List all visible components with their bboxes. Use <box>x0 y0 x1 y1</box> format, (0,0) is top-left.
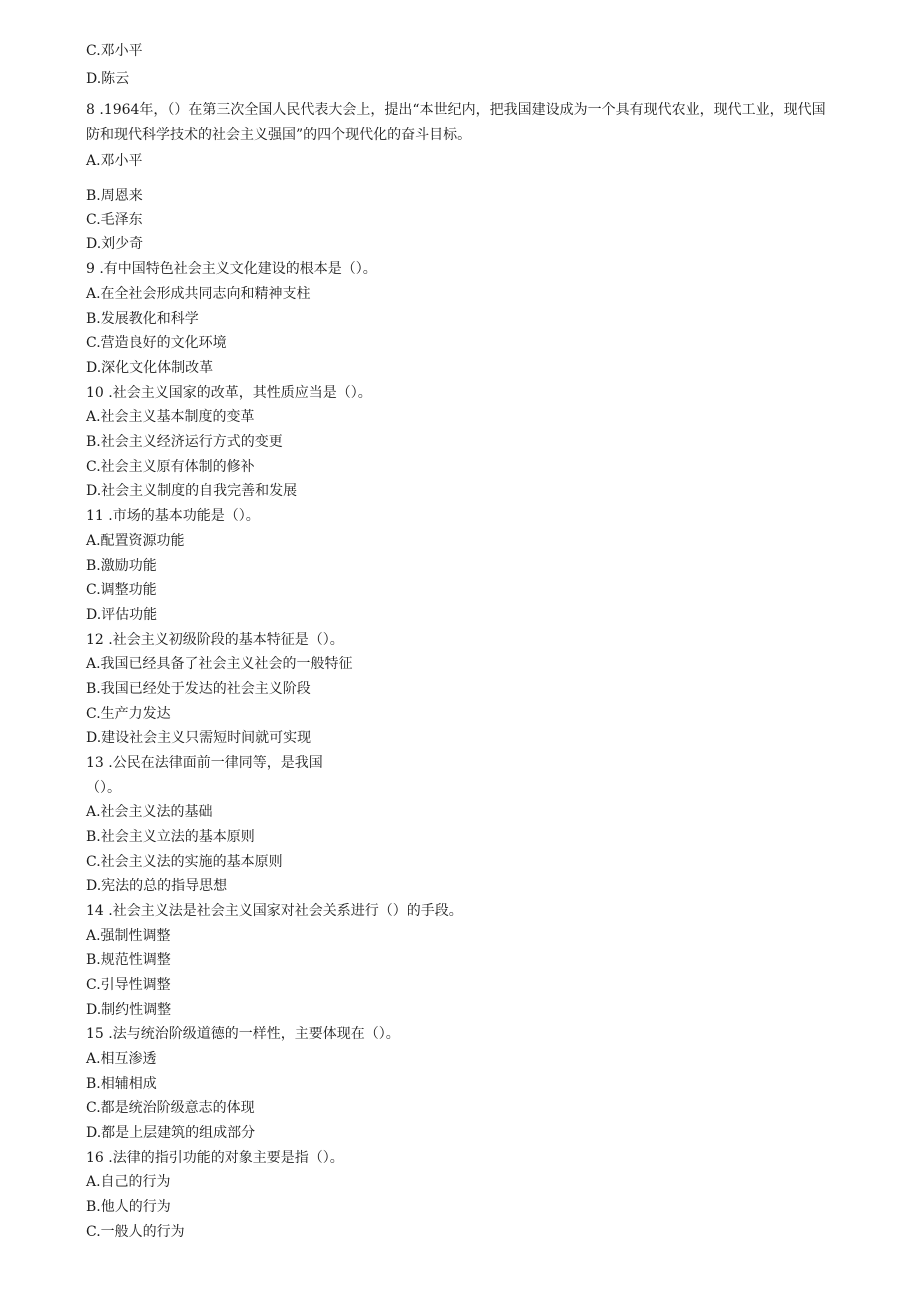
answer-option: A.相互渗透 <box>86 1051 157 1067</box>
answer-option: B.发展教化和科学 <box>86 311 199 327</box>
question-text: 9 .有中国特色社会主义文化建设的根本是（）。 <box>86 261 377 277</box>
answer-option: B.周恩来 <box>86 188 143 204</box>
answer-option: C.营造良好的文化环境 <box>86 335 227 351</box>
question-text: 8 .1964年，（）在第三次全国人民代表大会上，提出“本世纪内，把我国建设成为一个具有现代农业，现代工业，现代国防和现代科学技术的社会主义强国”的四个现代化的奋斗目标。 <box>86 102 826 143</box>
answer-option: C.邓小平 <box>86 43 143 59</box>
answer-option: D.评估功能 <box>86 607 158 623</box>
answer-option: A.配置资源功能 <box>86 533 185 549</box>
answer-option: B.规范性调整 <box>86 952 171 968</box>
answer-option: D.深化文化体制改革 <box>86 360 214 376</box>
question-text: 13 .公民在法律面前一律同等，是我国 <box>86 755 323 771</box>
answer-option: A.邓小平 <box>86 153 143 169</box>
question-text: 11 .市场的基本功能是（）。 <box>86 508 260 524</box>
question-text: 16 .法律的指引功能的对象主要是指（）。 <box>86 1150 344 1166</box>
question-text-continued: （）。 <box>86 780 121 796</box>
answer-option: D.陈云 <box>86 71 130 87</box>
answer-option: D.建设社会主义只需短时间就可实现 <box>86 730 312 746</box>
answer-option: C.生产力发达 <box>86 706 171 722</box>
answer-option: C.一般人的行为 <box>86 1224 185 1240</box>
answer-option: C.毛泽东 <box>86 212 143 228</box>
answer-option: C.都是统治阶级意志的体现 <box>86 1100 255 1116</box>
answer-option: B.相辅相成 <box>86 1076 157 1092</box>
answer-option: A.在全社会形成共同志向和精神支柱 <box>86 286 311 302</box>
question-text: 14 .社会主义法是社会主义国家对社会关系进行（）的手段。 <box>86 903 463 919</box>
answer-option: D.宪法的总的指导思想 <box>86 878 228 894</box>
question-text: 12 .社会主义初级阶段的基本特征是（）。 <box>86 632 344 648</box>
answer-option: A.强制性调整 <box>86 928 171 944</box>
answer-option: D.刘少奇 <box>86 236 144 252</box>
answer-option: A.自己的行为 <box>86 1174 171 1190</box>
answer-option: C.引导性调整 <box>86 977 171 993</box>
answer-option: B.我国已经处于发达的社会主义阶段 <box>86 681 311 697</box>
answer-option: D.社会主义制度的自我完善和发展 <box>86 483 298 499</box>
answer-option: B.激励功能 <box>86 558 157 574</box>
answer-option: B.社会主义立法的基本原则 <box>86 829 255 845</box>
answer-option: B.社会主义经济运行方式的变更 <box>86 434 283 450</box>
answer-option: C.社会主义法的实施的基本原则 <box>86 854 283 870</box>
answer-option: D.都是上层建筑的组成部分 <box>86 1125 256 1141</box>
answer-option: A.社会主义法的基础 <box>86 804 213 820</box>
question-text: 10 .社会主义国家的改革，其性质应当是（）。 <box>86 385 372 401</box>
answer-option: A.我国已经具备了社会主义社会的一般特征 <box>86 656 353 672</box>
answer-option: B.他人的行为 <box>86 1199 171 1215</box>
answer-option: C.社会主义原有体制的修补 <box>86 459 255 475</box>
answer-option: D.制约性调整 <box>86 1002 172 1018</box>
answer-option: C.调整功能 <box>86 582 157 598</box>
answer-option: A.社会主义基本制度的变革 <box>86 409 255 425</box>
question-text: 15 .法与统治阶级道德的一样性，主要体现在（）。 <box>86 1026 400 1042</box>
